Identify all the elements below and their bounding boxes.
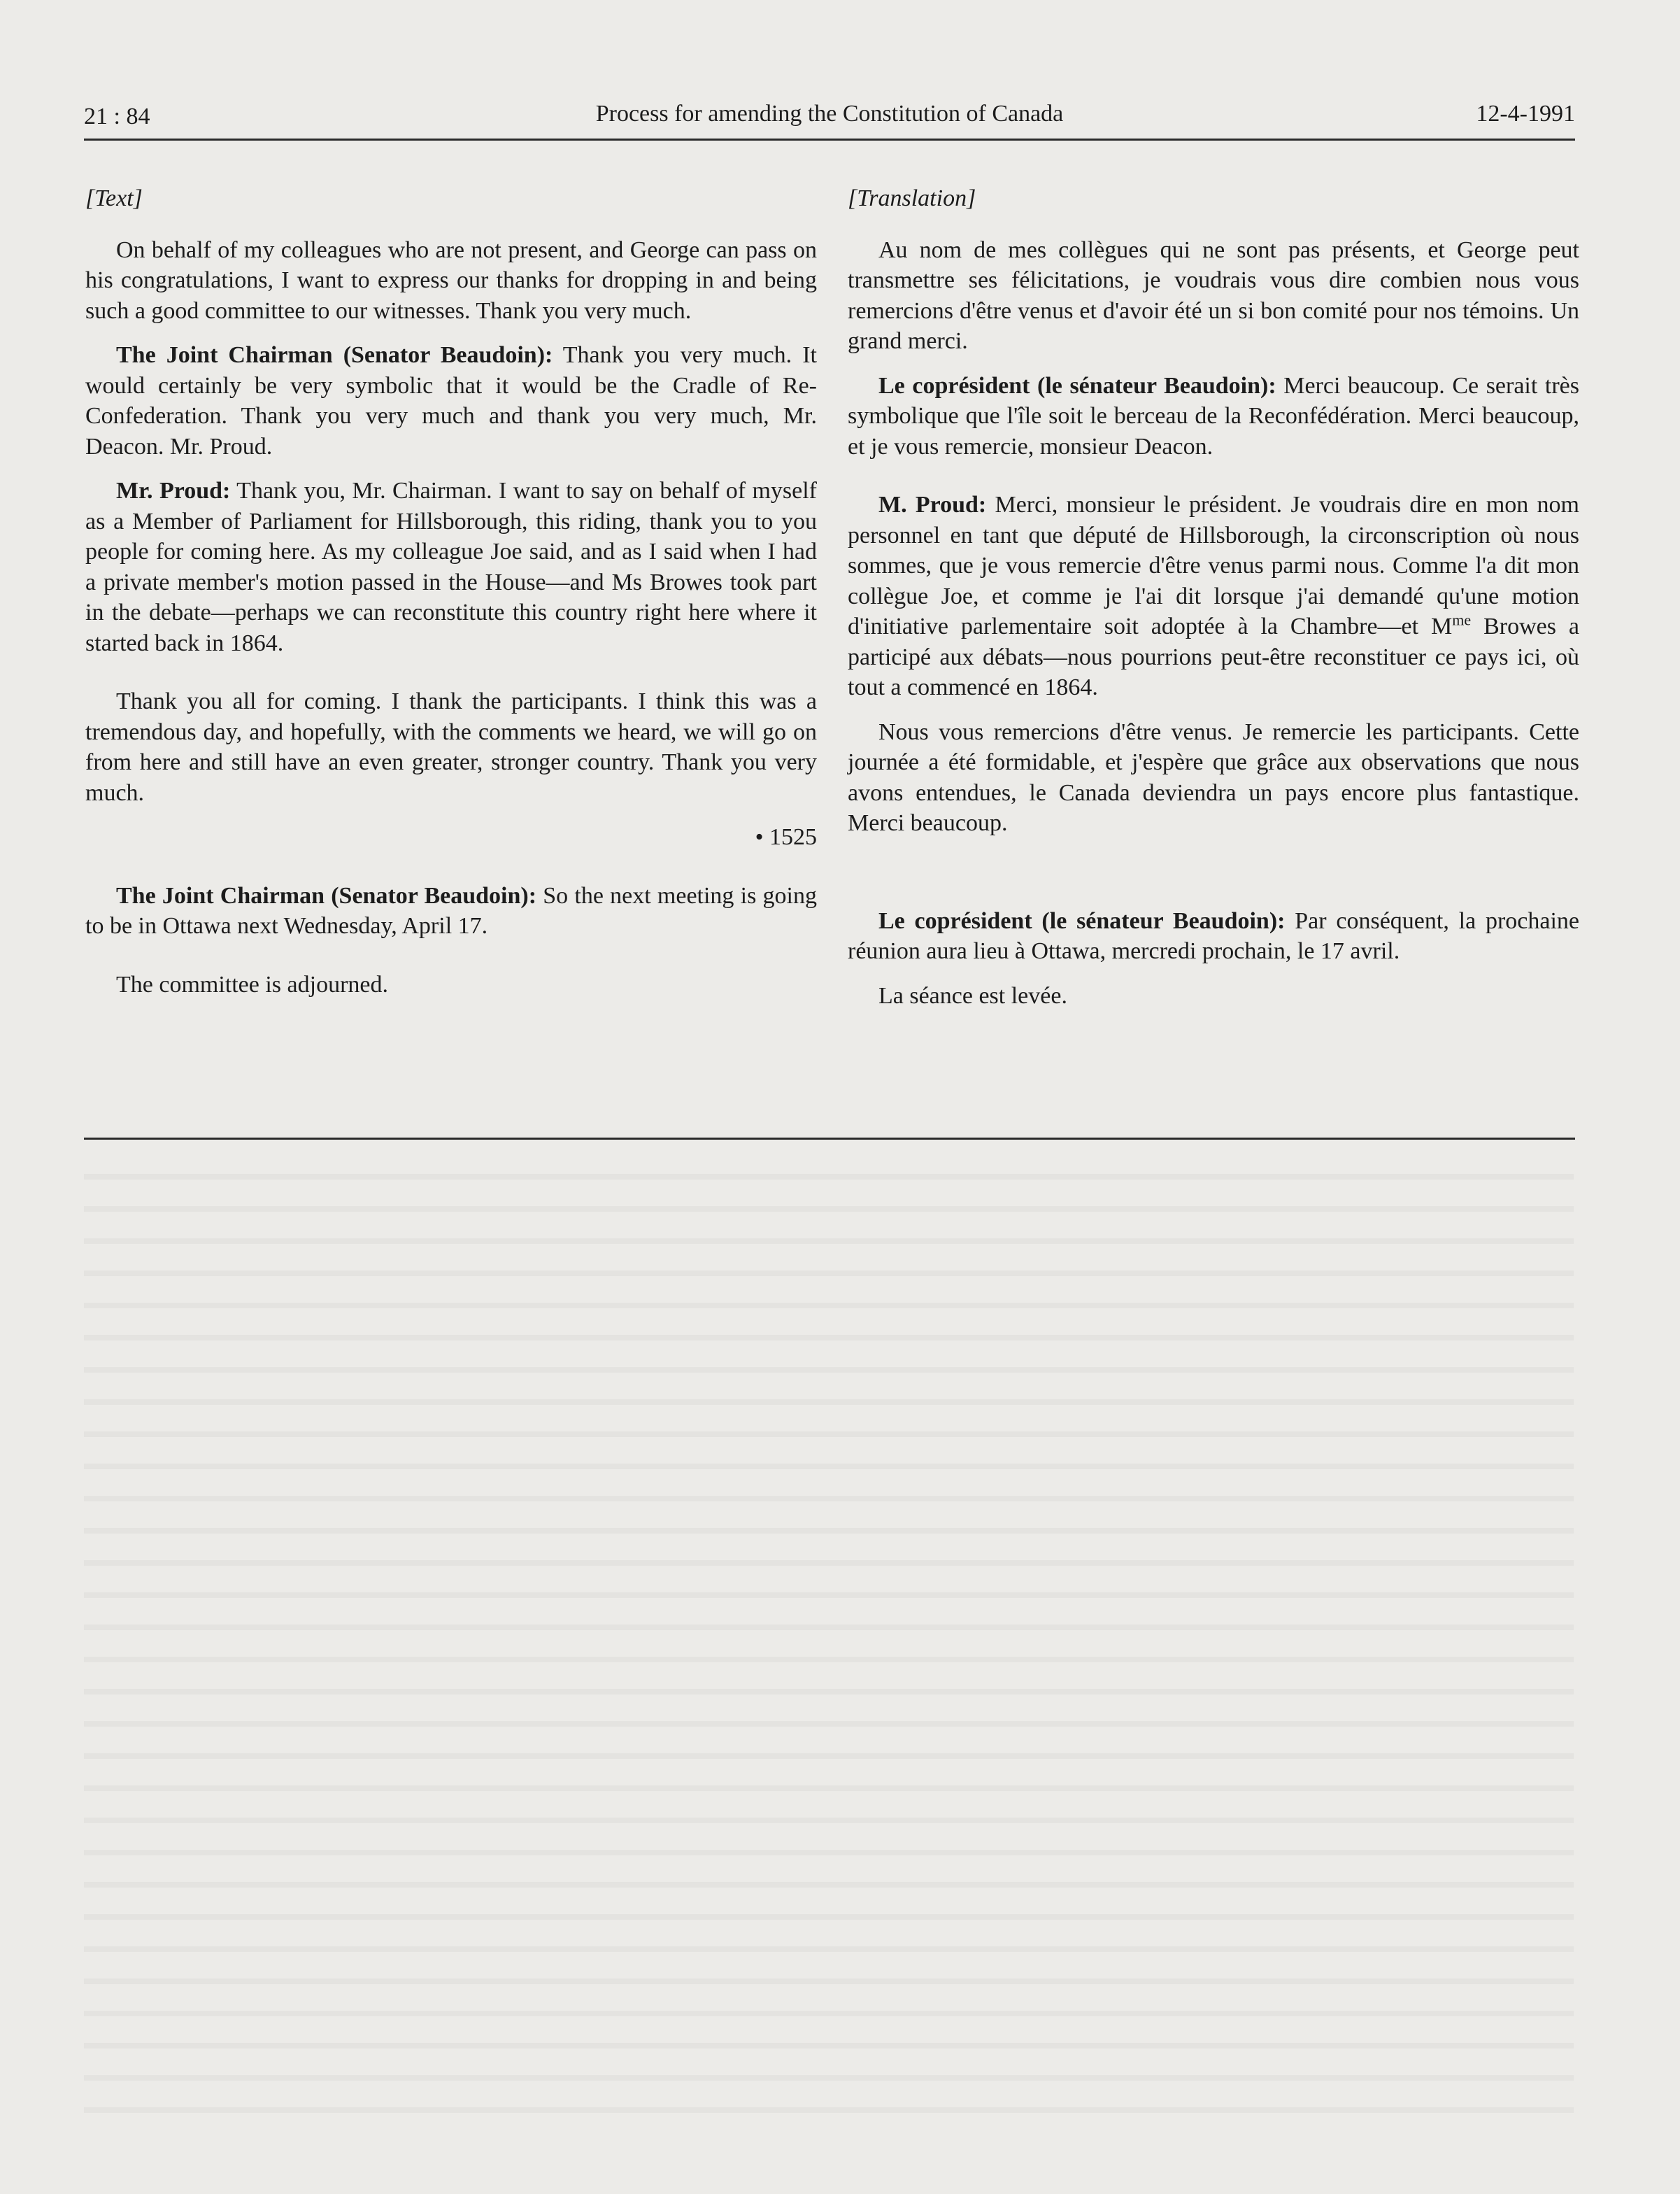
english-column <box>85 183 817 1000</box>
speech-text: Browes a participé aux débats—nous pourrions peut-être reconstituer ce pays ici, où tout a commencé en 1864. <box>848 614 1579 700</box>
speech-text: Merci beaucoup. Ce serait très symbolique que l'île soit le berceau de la Reconfédération. Merci beaucoup, et je vous remercie, monsieur Deacon. <box>848 372 1579 460</box>
paragraph: Au nom de mes collègues qui ne sont pas présents, et George peut transmettre ses félicitations, je voudrais vous dire combien nous vous remercions d'être venus et d'avoir été un si bon comité pour nos témoins. Un grand merci. <box>848 236 1579 354</box>
page-number: 21 : 84 <box>84 104 150 129</box>
speaker-name: Le coprésident (le sénateur Beaudoin): <box>878 372 1276 399</box>
speech-text: Par conséquent, la prochaine réunion aura lieu à Ottawa, mercredi prochain, le 17 avril. <box>848 907 1579 964</box>
page-header <box>84 99 1575 141</box>
column-label-text: [Text] <box>85 185 143 211</box>
speaker-name: The Joint Chairman (Senator Beaudoin): <box>116 882 537 909</box>
header-date: 12-4-1991 <box>1476 101 1575 127</box>
paragraph <box>85 476 817 658</box>
paragraph: On behalf of my colleagues who are not present, and George can pass on his congratulations, I want to express our thanks for dropping in and being such a good committee to our witnesses. Thank you very much. <box>85 236 817 324</box>
paragraph: Thank you all for coming. I thank the participants. I think this was a tremendous day, and hopefully, with the comments we heard, we will go on from here and still have an even greater, stronger country. Thank you very much. <box>85 688 817 806</box>
paragraph <box>848 371 1579 462</box>
speech-text: Thank you, Mr. Chairman. I want to say on behalf of myself as a Member of Parliament for Hillsborough, this riding, thank you to you people for coming here. As my colleague Joe said, and as I said when I had a private member's motion passed in the House—and Ms Browes took part in the debate—perhaps we can reconstitute this country right here where it started back in 1864. <box>85 478 817 656</box>
bleed-through-texture <box>84 1147 1574 2127</box>
speech-text: Merci, monsieur le président. Je voudrais dire en mon nom personnel en tant que député de Hillsborough, la circonscription où nous sommes, que je vous remercie d'être venus parmi nous. Comme l'a dit mon collègue Joe, et comme je l'ai dit lorsque j'ai demandé qu'une motion d'initiative parlementaire soit adoptée à la Chambre—et M <box>848 492 1580 639</box>
paragraph <box>85 881 817 942</box>
bottom-rule <box>84 1138 1575 1140</box>
french-column <box>848 183 1579 1011</box>
paragraph: Nous vous remercions d'être venus. Je remercie les participants. Cette journée a été formidable, et j'espère que grâce aux observations que nous avons entendues, le Canada deviendra un pays encore plus fantastique. Merci beaucoup. <box>848 719 1579 836</box>
speaker-name: Le coprésident (le sénateur Beaudoin): <box>878 907 1286 934</box>
paragraph: La séance est levée. <box>878 982 1067 1009</box>
speech-text: So the next meeting is going to be in Ottawa next Wednesday, April 17. <box>85 882 817 939</box>
speaker-name: The Joint Chairman (Senator Beaudoin): <box>116 342 553 368</box>
superscript: me <box>1452 611 1472 629</box>
paragraph: The committee is adjourned. <box>116 971 388 998</box>
time-marker: • 1525 <box>755 824 817 850</box>
column-label-translation: [Translation] <box>848 185 976 211</box>
paragraph <box>85 340 817 462</box>
speaker-name: M. Proud: <box>878 492 987 518</box>
paragraph <box>848 906 1579 967</box>
speaker-name: Mr. Proud: <box>116 478 231 504</box>
speech-text: Thank you very much. It would certainly be very symbolic that it would be the Cradle of Re-Confederation. Thank you very much and thank you very much, Mr. Deacon. Mr. Proud. <box>85 342 817 460</box>
running-title: Process for amending the Constitution of Canada <box>595 101 1064 127</box>
paragraph <box>848 490 1579 703</box>
